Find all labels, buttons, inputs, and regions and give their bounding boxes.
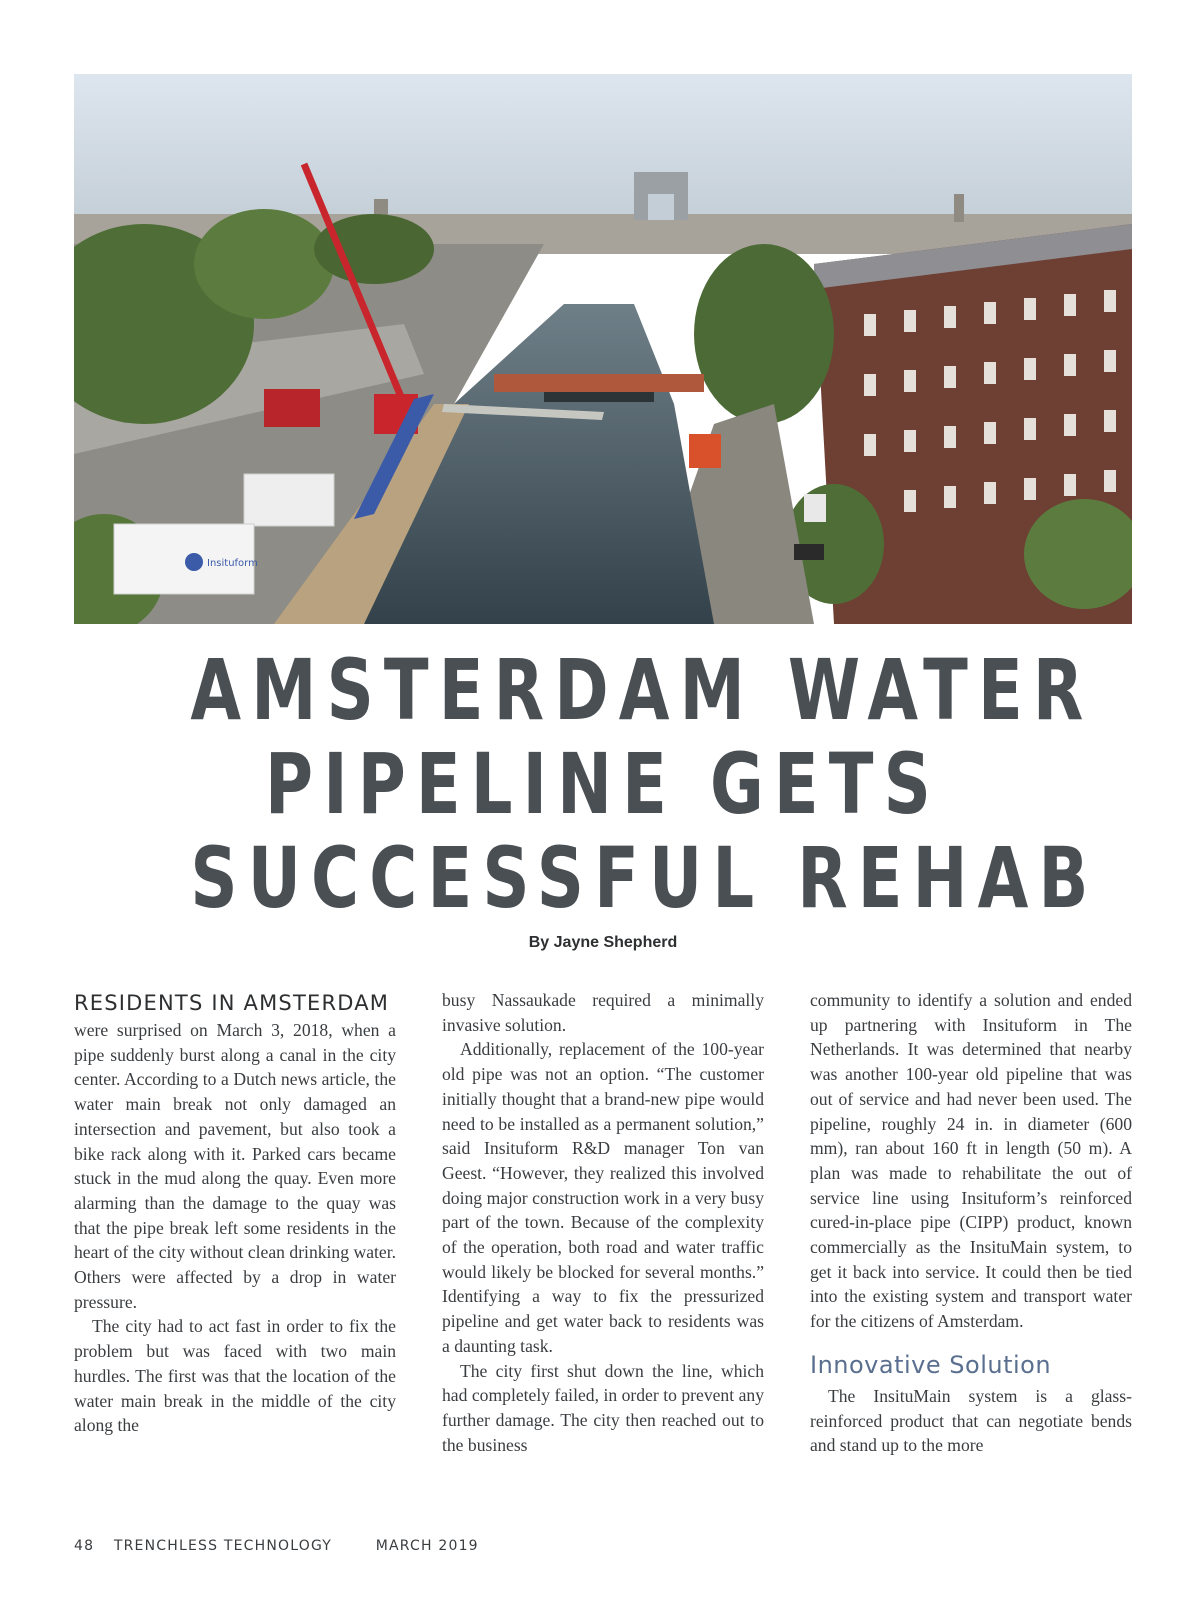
byline: By Jayne Shepherd [528,934,678,951]
insituform-logo-icon [185,553,203,571]
hero-photo [74,74,1132,624]
paragraph: Additionally, replacement of the 100-year old pipe was not an option. “The customer initially thought that a brand-new pipe would need to be installed as a permanent solution,” said Insituform R&D manager Ton van Geest. “However, they realized this involved doing major construction work in a very busy part of the town. Because of the complexity of the operation, both road and water traffic would likely be blocked for several months.” Identifying a way to fix the pressurized pipeline and get water back to residents was a daunting task. [442,1039,764,1356]
issue-date: MARCH 2019 [375,1538,479,1554]
paragraph: The city first shut down the line, which had completely failed, in order to prevent any further damage. The city then reached out to the business [442,1360,764,1455]
paragraph: The city had to act fast in order to fix the problem but was faced with two main hurdles. The first was that the location of the water main break in the middle of the city along the [74,1316,396,1436]
headline-line-1: AMSTERDAM WATER [190,641,1094,739]
paragraph: The InsituMain system is a glass-reinforced product that can negotiate bends and stand up to the more [810,1385,1132,1456]
lead-in: RESIDENTS IN AMSTERDAM [74,991,390,1015]
headline-line-3: SUCCESSFUL REHAB [190,829,1099,927]
truck-logo-text: Insituform [207,558,258,569]
paragraph: busy Nassaukade required a minimally invasive solution. [442,990,764,1035]
article-column-2 [442,988,764,1457]
article-column-3 [810,988,1132,1458]
paragraph: community to identify a solution and ended up partnering with Insituform in The Netherlands. It was determined that nearby was another 100-year old pipeline that was out of service and had never been used. The pipeline, roughly 24 in. in diameter (600 mm), ran about 160 ft in length (50 m). A plan was made to rehabilitate the out of service line using Insituform’s reinforced cured-in-place pipe (CIPP) product, known commercially as the InsituMain system, to get it back into service. It could then be tied into the existing system and transport water for the citizens of Amsterdam. [810,990,1132,1332]
magazine-name: TRENCHLESS TECHNOLOGY [113,1538,333,1554]
page-footer [74,1538,493,1554]
article-headline [190,641,1099,927]
article-column-1 [74,988,396,1438]
canal-aerial-illustration [74,74,1132,624]
section-heading: Innovative Solution [810,1350,1052,1379]
page-number: 48 [74,1538,95,1554]
headline-line-2: PIPELINE GETS [265,735,941,833]
paragraph: were surprised on March 3, 2018, when a pipe suddenly burst along a canal in the city center. According to a Dutch news article, the water main break not only damaged an intersection and pavement, but also took a bike rack along with it. Parked cars became stuck in the mud along the quay. Even more alarming than the damage to the quay was that the pipe break left some residents in the heart of the city without clean drinking water. Others were affected by a drop in water pressure. [74,1020,396,1312]
